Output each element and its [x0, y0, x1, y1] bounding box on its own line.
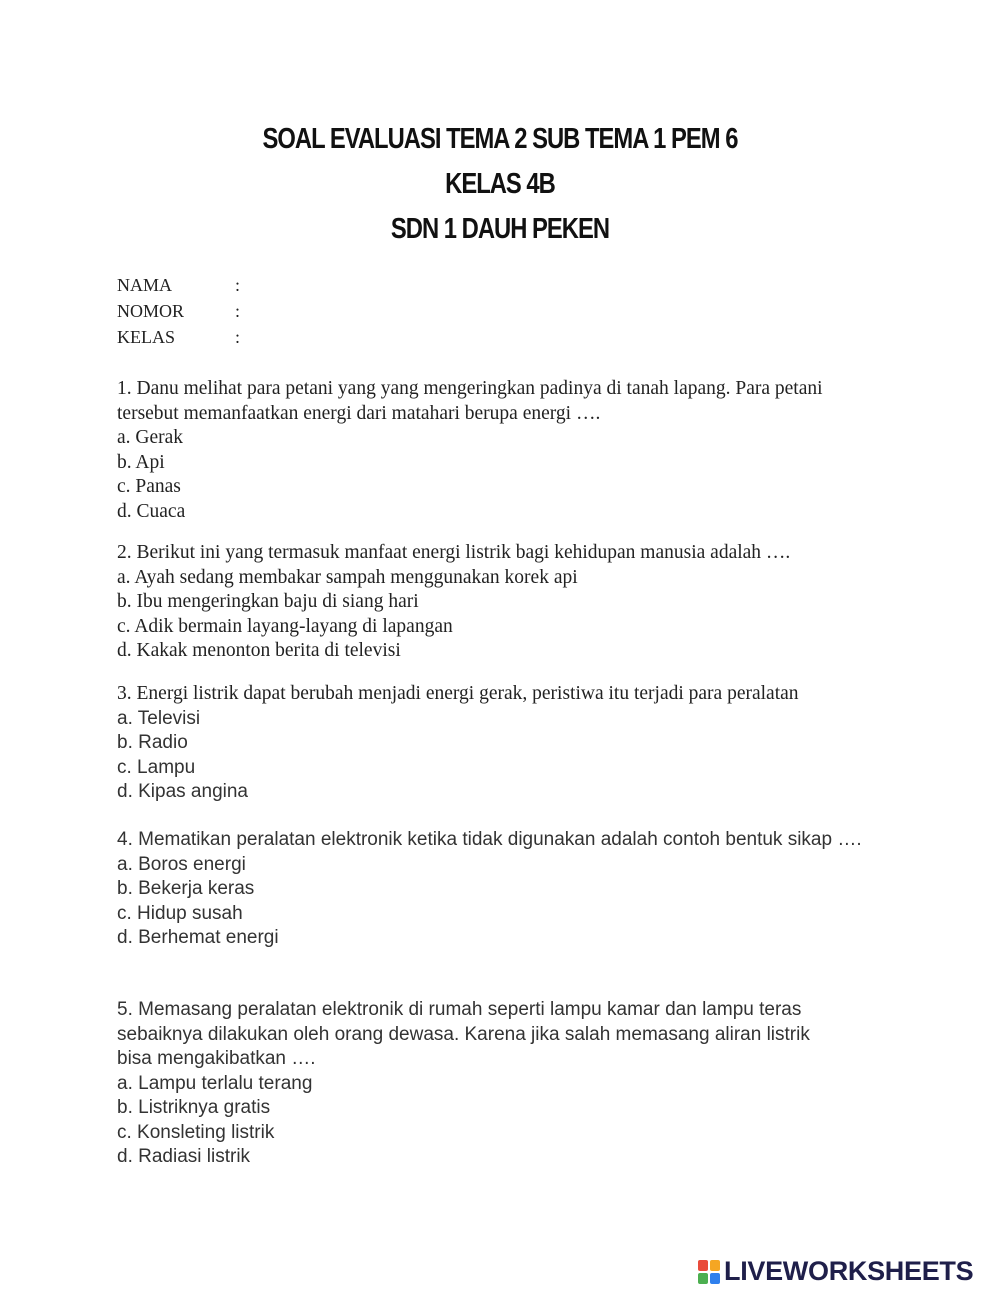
info-row-nama: [117, 272, 240, 298]
option-c: c. Adik bermain layang-layang di lapangan: [117, 615, 453, 637]
info-row-kelas: [117, 324, 240, 350]
option-a: a. Televisi: [117, 707, 201, 729]
option-d: d. Cuaca: [117, 500, 186, 522]
info-colon: :: [235, 275, 241, 295]
option-a: a. Lampu terlalu terang: [117, 1072, 313, 1094]
option-d: d. Kakak menonton berita di televisi: [117, 640, 401, 661]
option-b: b. Listriknya gratis: [117, 1097, 271, 1118]
student-info: [117, 272, 240, 350]
title-line-2: KELAS 4B: [445, 168, 555, 200]
info-row-nomor: [117, 298, 240, 324]
option-a: a. Gerak: [117, 427, 184, 448]
info-colon: :: [235, 301, 241, 321]
liveworksheets-brand: [697, 1256, 973, 1287]
info-colon: :: [235, 327, 241, 347]
question-4: [117, 828, 867, 951]
question-text: 4. Mematikan peralatan elektronik ketika tidak digunakan adalah contoh bentuk sikap ….: [117, 829, 862, 850]
liveworksheets-logo-icon: [697, 1259, 721, 1285]
option-b: b. Radio: [117, 732, 188, 753]
option-d: d. Kipas angina: [117, 781, 248, 802]
option-c: c. Hidup susah: [117, 902, 243, 924]
option-d: d. Radiasi listrik: [117, 1146, 251, 1167]
question-2: [117, 541, 877, 664]
info-label: NAMA: [117, 275, 173, 295]
option-c: c. Panas: [117, 476, 181, 497]
question-text: 3. Energi listrik dapat berubah menjadi energi gerak, peristiwa itu terjadi para peralatan: [117, 683, 799, 704]
worksheet-title: [0, 117, 1000, 252]
title-line-3: SDN 1 DAUH PEKEN: [390, 213, 610, 245]
option-b: b. Bekerja keras: [117, 878, 255, 899]
option-a: a. Boros energi: [117, 853, 246, 875]
question-text: 2. Berikut ini yang termasuk manfaat energi listrik bagi kehidupan manusia adalah ….: [117, 542, 791, 563]
question-3: [117, 682, 877, 805]
title-line-1: SOAL EVALUASI TEMA 2 SUB TEMA 1 PEM 6: [262, 123, 738, 155]
option-d: d. Berhemat energi: [117, 927, 279, 948]
brand-name: LIVEWORKSHEETS: [724, 1256, 974, 1286]
option-b: b. Ibu mengeringkan baju di siang hari: [117, 591, 419, 612]
question-1: [117, 377, 877, 524]
option-a: a. Ayah sedang membakar sampah menggunakan korek api: [117, 566, 578, 588]
question-text: 5. Memasang peralatan elektronik di rumah seperti lampu kamar dan lampu teras sebaiknya dilakukan oleh orang dewasa. Karena jika salah memasang aliran listrik bisa mengakibatkan ….: [117, 999, 810, 1069]
option-c: c. Konsleting listrik: [117, 1121, 275, 1143]
info-label: KELAS: [117, 327, 175, 347]
question-5: [117, 998, 847, 1170]
info-label: NOMOR: [117, 301, 185, 321]
question-text: 1. Danu melihat para petani yang yang mengeringkan padinya di tanah lapang. Para petani tersebut memanfaatkan energi dari matahari berupa energi ….: [117, 378, 823, 424]
option-c: c. Lampu: [117, 756, 196, 778]
option-b: b. Api: [117, 451, 165, 473]
